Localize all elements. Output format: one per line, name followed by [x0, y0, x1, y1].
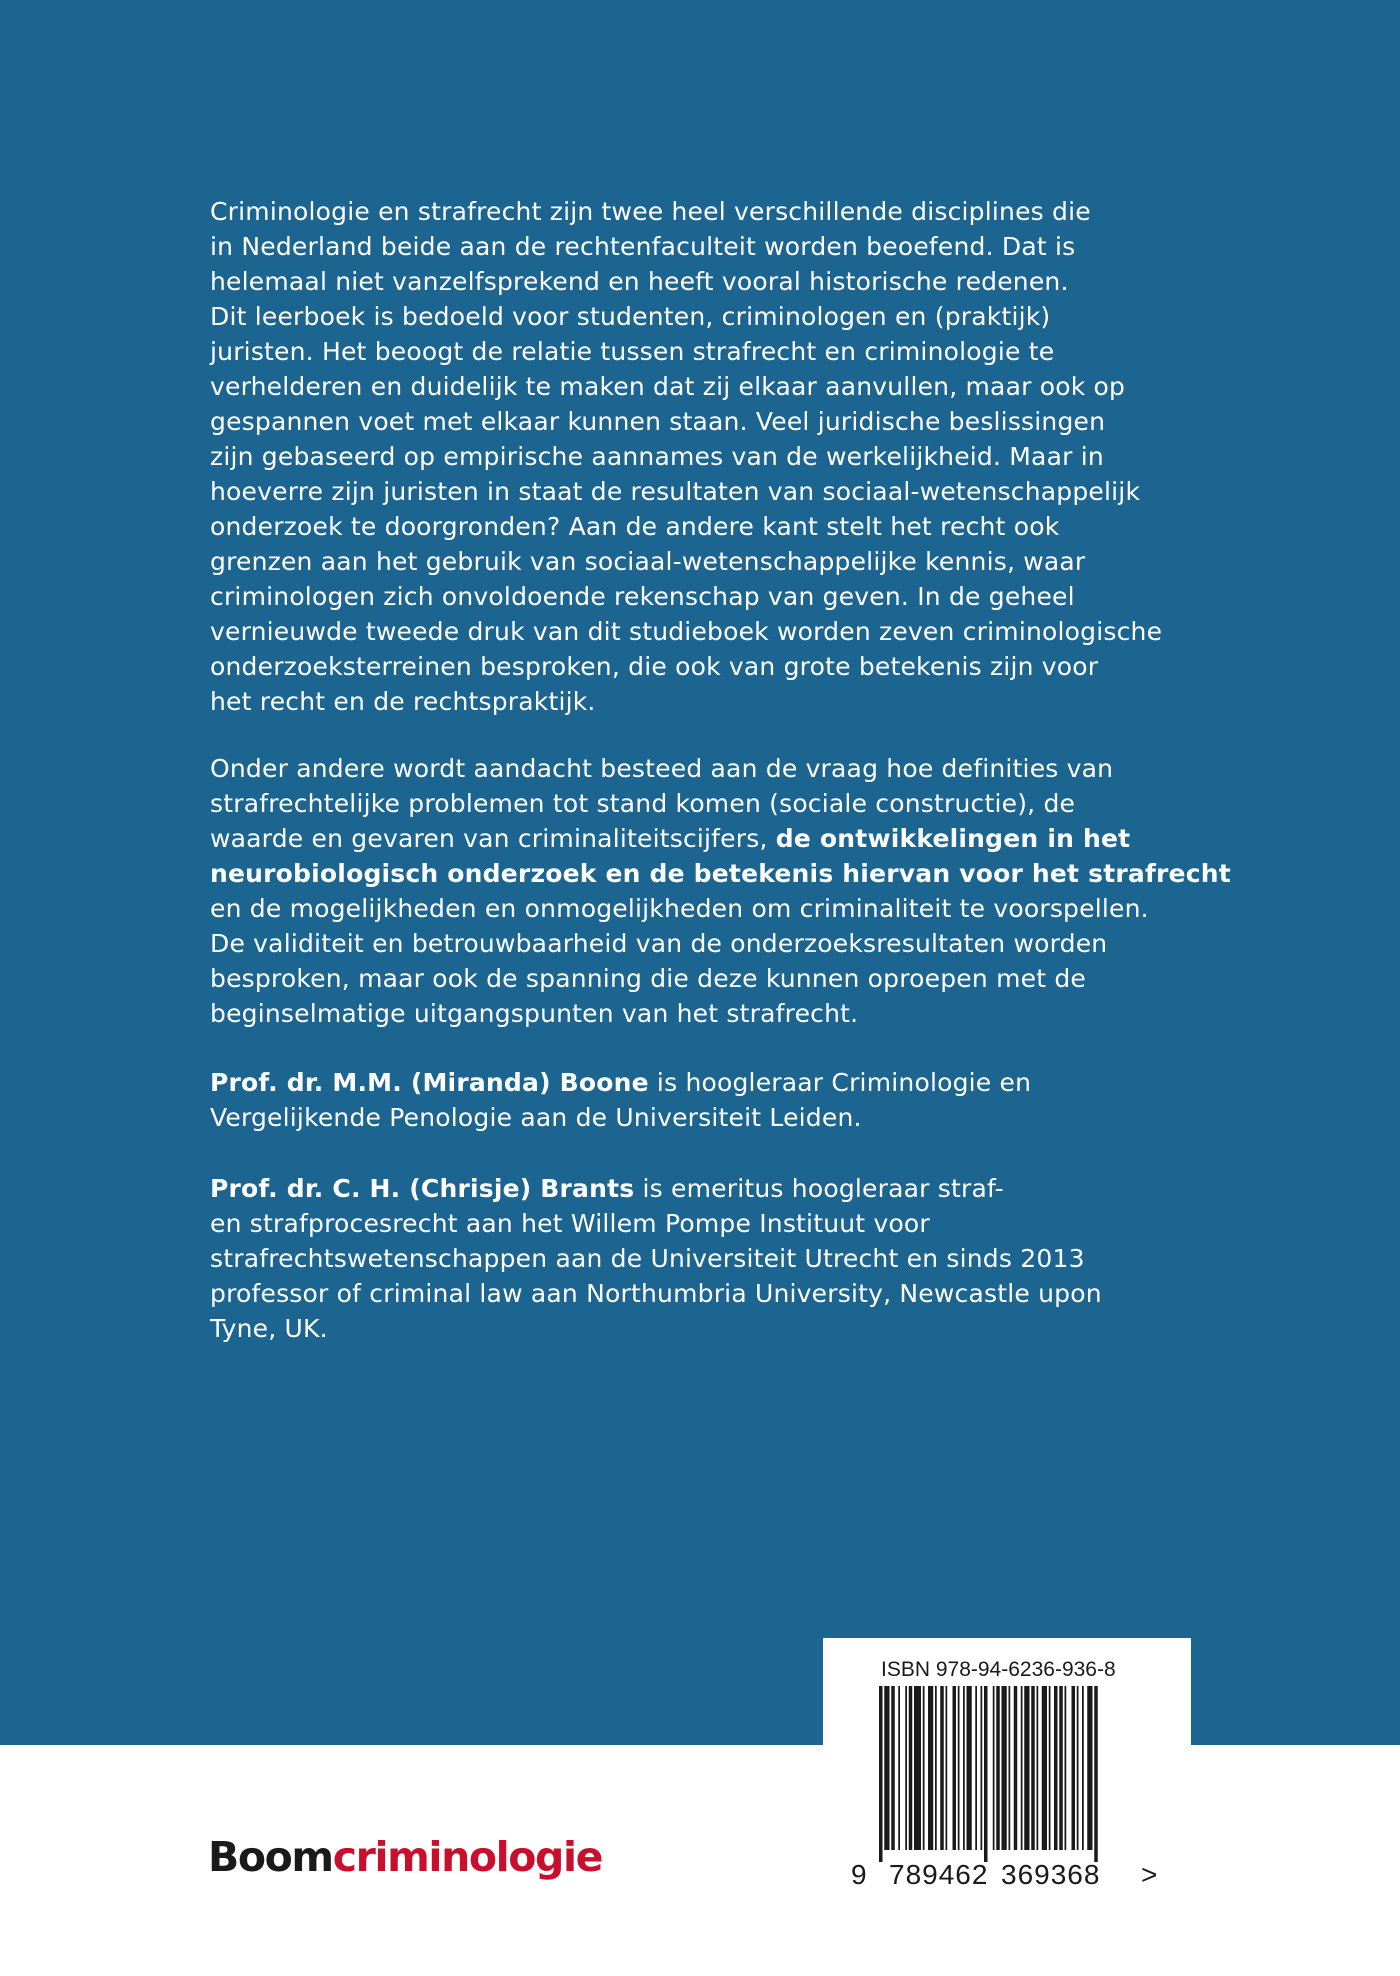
author-bio-line: Tyne, UK.	[210, 1314, 328, 1343]
barcode-digits	[851, 1860, 1171, 1890]
barcode-bar	[1087, 1686, 1092, 1850]
blurb-line: juristen. Het beoogt de relatie tussen strafrecht en criminologie te	[210, 337, 1055, 366]
barcode-bar	[1031, 1686, 1035, 1850]
author-bio-line: strafrechtswetenschappen aan de Universiteit Utrecht en sinds 2013	[210, 1244, 1085, 1273]
author-name: Prof. dr. M.M. (Miranda) Boone	[210, 1068, 649, 1097]
barcode-bar	[909, 1686, 913, 1850]
author-bio-line	[210, 1171, 1200, 1206]
author-name: Prof. dr. C. H. (Chrisje) Brants	[210, 1174, 635, 1203]
barcode-bar	[946, 1686, 948, 1850]
author-bio-brants	[210, 1171, 1200, 1346]
barcode-bar	[953, 1686, 957, 1850]
barcode-bar	[1082, 1686, 1084, 1850]
barcode-bar	[884, 1686, 889, 1850]
barcode-bar	[928, 1686, 933, 1850]
blurb-line: onderzoek te doorgronden? Aan de andere kant stelt het recht ook	[210, 512, 1060, 541]
blurb-line: het recht en de rechtspraktijk.	[210, 687, 596, 716]
author-bio-text: is emeritus hoogleraar straf-	[634, 1174, 1004, 1203]
blurb-line: helemaal niet vanzelfsprekend en heeft vooral historische redenen.	[210, 267, 1069, 296]
barcode-bar	[996, 1686, 1000, 1850]
barcode-bar	[967, 1686, 972, 1850]
barcode-bar	[898, 1686, 900, 1850]
publisher-logo-criminologie: criminologie	[332, 1833, 603, 1881]
blurb-emphasis: de ontwikkelingen in het	[775, 824, 1131, 853]
barcode-digit-first: 9	[851, 1859, 867, 1890]
blurb-emphasis: neurobiologisch onderzoek en de betekenis hiervan voor het strafrecht	[210, 859, 1231, 888]
barcode-bar	[1021, 1686, 1023, 1850]
blurb-line: grenzen aan het gebruik van sociaal-wetenschappelijke kennis, waar	[210, 547, 1086, 576]
blurb-line	[210, 821, 1200, 856]
blurb-line: criminologen zich onvoldoende rekenschap van geven. In de geheel	[210, 582, 1075, 611]
blurb-line: hoeverre zijn juristen in staat de resultaten van sociaal-wetenschappelijk	[210, 477, 1141, 506]
barcode-bar	[984, 1686, 988, 1862]
author-bio-line: professor of criminal law aan Northumbria University, Newcastle upon	[210, 1279, 1102, 1308]
publisher-logo-boom: Boom	[208, 1833, 333, 1881]
blurb-line: strafrechtelijke problemen tot stand komen (sociale constructie), de	[210, 789, 1076, 818]
barcode-bar	[1024, 1686, 1029, 1850]
author-bio-text: is hoogleraar Criminologie en	[648, 1068, 1032, 1097]
blurb-line	[210, 856, 1231, 891]
barcode-bar	[1014, 1686, 1018, 1850]
barcode-bar	[923, 1686, 925, 1850]
barcode-bar	[975, 1686, 977, 1850]
barcode-bar	[1072, 1686, 1076, 1850]
blurb-line: zijn gebaseerd op empirische aannames van de werkelijkheid. Maar in	[210, 442, 1104, 471]
barcode-bar	[935, 1686, 937, 1850]
blurb-line: beginselmatige uitgangspunten van het strafrecht.	[210, 999, 859, 1028]
blurb-line: De validiteit en betrouwbaarheid van de onderzoeksresultaten worden	[210, 929, 1108, 958]
blurb-line: in Nederland beide aan de rechtenfaculteit worden beoefend. Dat is	[210, 232, 1076, 261]
blurb-line: Dit leerboek is bedoeld voor studenten, criminologen en (praktijk)	[210, 302, 1051, 331]
author-bio-line: en strafprocesrecht aan het Willem Pompe Instituut voor	[210, 1209, 930, 1238]
barcode-bar	[1042, 1686, 1047, 1850]
publisher-logo	[208, 1833, 602, 1881]
barcode-bar	[1002, 1686, 1007, 1850]
barcode-digits-right: 369368	[1001, 1859, 1101, 1890]
barcode-bar	[879, 1686, 883, 1862]
barcode-bar	[914, 1686, 921, 1850]
blurb-line: besproken, maar ook de spanning die deze kunnen oproepen met de	[210, 964, 1087, 993]
barcode-quiet-zone-mark: >	[1141, 1859, 1158, 1890]
barcode-bar	[1009, 1686, 1011, 1850]
barcode-graphic	[879, 1686, 1159, 1862]
barcode-bar	[993, 1686, 995, 1850]
barcode-bar	[1059, 1686, 1063, 1850]
barcode-bar	[1065, 1686, 1067, 1850]
blurb-line: Onder andere wordt aandacht besteed aan de vraag hoe definities van	[210, 754, 1114, 783]
blurb-line: Criminologie en strafrecht zijn twee heel verschillende disciplines die	[210, 197, 1091, 226]
blurb-line: gespannen voet met elkaar kunnen staan. Veel juridische beslissingen	[210, 407, 1106, 436]
blurb-line: vernieuwde tweede druk van dit studieboek worden zeven criminologische	[210, 617, 1163, 646]
barcode-bar	[1037, 1686, 1039, 1850]
blurb-line: en de mogelijkheden en onmogelijkheden om criminaliteit te voorspellen.	[210, 894, 1149, 923]
blurb-text: waarde en gevaren van criminaliteitscijfers,	[210, 824, 776, 853]
barcode-bar	[1049, 1686, 1051, 1850]
blurb-paragraph-2	[210, 751, 1231, 1031]
barcode-digits-left: 789462	[889, 1859, 989, 1890]
barcode-bar	[1054, 1686, 1058, 1850]
barcode-bar	[981, 1686, 983, 1850]
author-bio-line	[210, 1065, 1200, 1100]
blurb-paragraph-1	[210, 194, 1200, 719]
barcode-bar	[905, 1686, 907, 1850]
barcode-bar	[940, 1686, 944, 1850]
isbn-label: ISBN 978-94-6236-936-8	[881, 1658, 1116, 1681]
barcode-bar	[963, 1686, 965, 1850]
barcode-bar	[1094, 1686, 1098, 1862]
isbn-barcode-panel	[823, 1638, 1191, 1888]
barcode-bar	[891, 1686, 895, 1850]
barcode-bar	[1077, 1686, 1079, 1850]
author-bio-boone	[210, 1065, 1200, 1135]
author-bio-line: Vergelijkende Penologie aan de Universiteit Leiden.	[210, 1103, 862, 1132]
blurb-line: verhelderen en duidelijk te maken dat zij elkaar aanvullen, maar ook op	[210, 372, 1126, 401]
barcode-bar	[958, 1686, 960, 1850]
blurb-line: onderzoeksterreinen besproken, die ook van grote betekenis zijn voor	[210, 652, 1099, 681]
